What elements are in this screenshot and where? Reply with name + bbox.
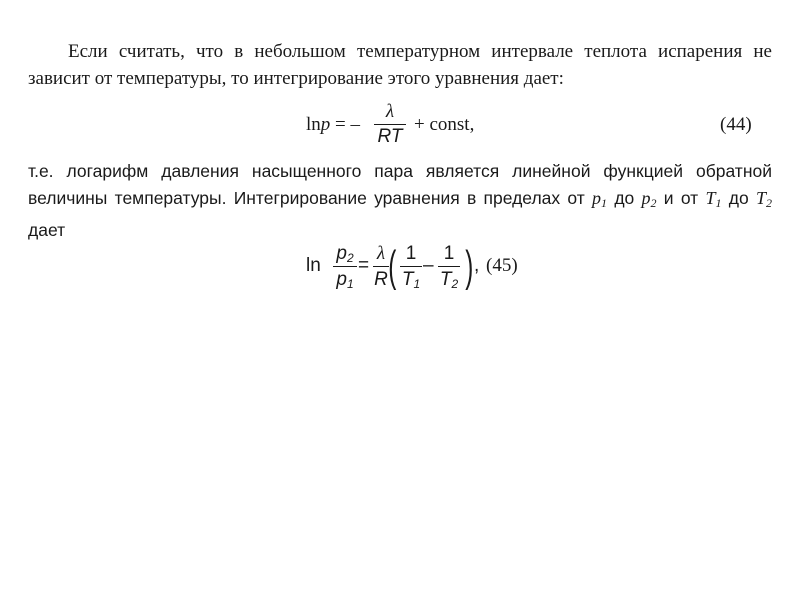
equation-45 [0,238,800,298]
eq44-denominator: RT [377,126,403,147]
eq44-fraction [372,100,408,149]
eq44-const: + const, [414,114,475,135]
eq45-number: (45) [486,255,518,276]
equation-44 [0,100,800,150]
eq45-minus: – [423,255,434,276]
eq44-numerator: λ [385,101,395,122]
eq45-lambda-over-r: λ R [374,243,388,290]
symbol-p1: $p_1$ [592,188,608,210]
eq45-inverse-t2: 1 $T_2$ [439,243,459,291]
eq45-left-paren: ( [388,242,397,291]
eq44-lhs: lnp = – [306,114,360,135]
eq45-equals: = [358,255,370,276]
symbol-t2: $T_2$ [755,188,772,210]
eq45-comma: , [474,255,480,276]
eq45-ln: ln [306,255,321,276]
eq45-pressure-ratio: $p_2$ $p_1$ [333,241,357,292]
paragraph-explanation: т.е. логарифм давления насыщенного пара является линейной функцией обратной величины температуры. Интегрирование уравнения в пределах от $p_1$ до $p_2$ и от $T_1$ до $T_2$ дает [28,161,772,240]
symbol-p2: $p_2$ [641,188,657,210]
paragraph-intro: Если считать, что в небольшом температурном интервале теплота испарения не зависит от температуры, то интегрирование этого уравнения дает: [28,41,772,89]
eq45-right-paren: ) [465,242,474,291]
eq45-inverse-t1: 1 $T_1$ [401,243,421,291]
symbol-t1: $T_1$ [705,188,722,210]
eq44-number: (44) [720,114,752,135]
